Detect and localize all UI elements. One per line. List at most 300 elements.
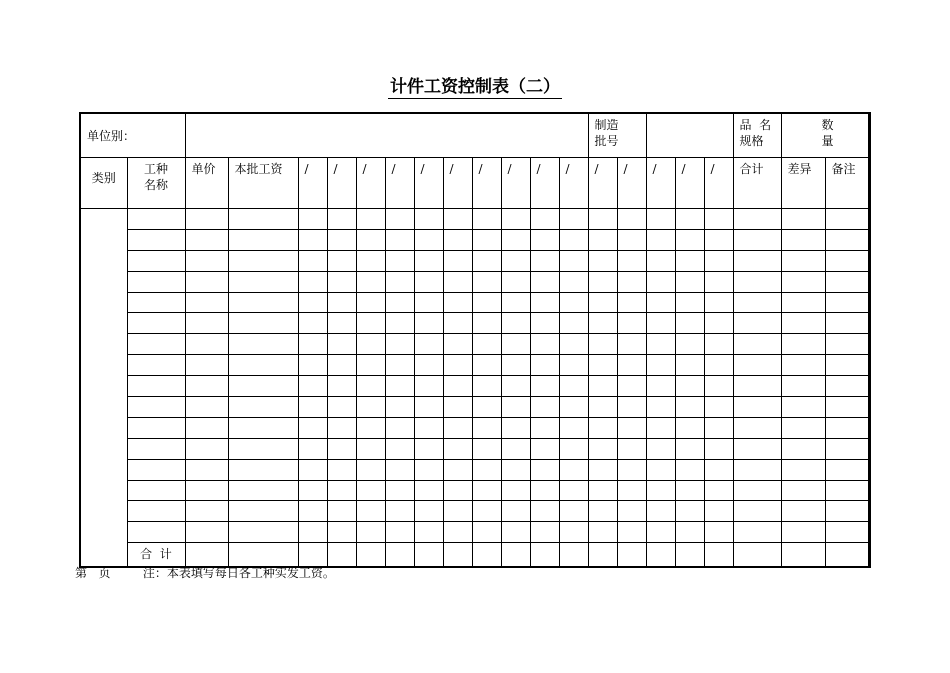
table-cell[interactable] (646, 313, 675, 334)
table-cell[interactable] (443, 376, 472, 397)
table-cell[interactable] (414, 501, 443, 522)
table-cell[interactable] (385, 229, 414, 250)
table-cell[interactable] (559, 271, 588, 292)
table-cell[interactable] (617, 376, 646, 397)
table-cell[interactable] (185, 417, 228, 438)
table-cell[interactable] (443, 334, 472, 355)
table-cell[interactable] (414, 355, 443, 376)
table-cell[interactable] (385, 397, 414, 418)
table-cell[interactable] (530, 459, 559, 480)
table-cell[interactable] (617, 397, 646, 418)
table-cell[interactable] (781, 522, 825, 543)
table-cell[interactable] (228, 334, 298, 355)
table-cell[interactable] (185, 334, 228, 355)
table-cell[interactable] (327, 292, 356, 313)
table-cell[interactable] (646, 271, 675, 292)
table-cell[interactable] (443, 355, 472, 376)
table-cell[interactable] (385, 313, 414, 334)
table-cell[interactable] (646, 209, 675, 230)
table-cell[interactable] (501, 229, 530, 250)
table-cell[interactable] (185, 292, 228, 313)
table-cell[interactable] (501, 313, 530, 334)
table-cell[interactable] (617, 355, 646, 376)
table-cell[interactable] (733, 355, 781, 376)
table-cell[interactable] (704, 250, 733, 271)
table-cell[interactable] (588, 397, 617, 418)
table-cell[interactable] (356, 313, 385, 334)
table-cell[interactable] (675, 522, 704, 543)
table-cell[interactable] (228, 271, 298, 292)
table-cell[interactable] (530, 334, 559, 355)
table-cell[interactable] (501, 480, 530, 501)
table-cell[interactable] (501, 355, 530, 376)
table-cell[interactable] (704, 376, 733, 397)
table-cell[interactable] (414, 271, 443, 292)
table-cell[interactable] (617, 334, 646, 355)
table-cell[interactable] (559, 417, 588, 438)
table-cell[interactable] (127, 480, 185, 501)
table-cell[interactable] (530, 313, 559, 334)
table-cell[interactable] (501, 438, 530, 459)
table-cell[interactable] (443, 543, 472, 567)
table-cell[interactable] (228, 229, 298, 250)
table-cell[interactable] (733, 417, 781, 438)
table-cell[interactable] (414, 292, 443, 313)
table-cell[interactable] (530, 522, 559, 543)
table-cell[interactable] (472, 334, 501, 355)
table-cell[interactable] (781, 480, 825, 501)
table-cell[interactable] (298, 417, 327, 438)
table-cell[interactable] (356, 480, 385, 501)
table-cell[interactable] (825, 417, 868, 438)
table-cell[interactable] (617, 522, 646, 543)
table-cell[interactable] (127, 334, 185, 355)
table-cell[interactable] (704, 355, 733, 376)
table-cell[interactable] (588, 438, 617, 459)
table-cell[interactable] (530, 417, 559, 438)
table-cell[interactable] (414, 376, 443, 397)
table-cell[interactable] (185, 438, 228, 459)
table-cell[interactable] (298, 209, 327, 230)
table-cell[interactable] (501, 271, 530, 292)
table-cell[interactable] (617, 459, 646, 480)
table-cell[interactable] (675, 543, 704, 567)
table-cell[interactable] (675, 501, 704, 522)
table-cell[interactable] (588, 459, 617, 480)
table-cell[interactable] (185, 376, 228, 397)
table-cell[interactable] (617, 313, 646, 334)
table-cell[interactable] (733, 522, 781, 543)
table-cell[interactable] (127, 397, 185, 418)
table-cell[interactable] (356, 438, 385, 459)
table-cell[interactable] (646, 292, 675, 313)
table-cell[interactable] (127, 501, 185, 522)
table-cell[interactable] (356, 334, 385, 355)
table-cell[interactable] (825, 459, 868, 480)
table-cell[interactable] (356, 417, 385, 438)
table-cell[interactable] (443, 250, 472, 271)
table-cell[interactable] (298, 438, 327, 459)
table-cell[interactable] (228, 480, 298, 501)
table-cell[interactable] (530, 397, 559, 418)
table-cell[interactable] (588, 292, 617, 313)
table-cell[interactable] (733, 250, 781, 271)
table-cell[interactable] (414, 250, 443, 271)
table-cell[interactable] (327, 438, 356, 459)
table-cell[interactable] (781, 334, 825, 355)
table-cell[interactable] (781, 459, 825, 480)
table-cell[interactable] (385, 334, 414, 355)
table-cell[interactable] (704, 480, 733, 501)
table-cell[interactable] (443, 480, 472, 501)
table-cell[interactable] (825, 355, 868, 376)
table-cell[interactable] (675, 271, 704, 292)
table-cell[interactable] (825, 438, 868, 459)
table-cell[interactable] (327, 209, 356, 230)
table-cell[interactable] (781, 250, 825, 271)
table-cell[interactable] (501, 522, 530, 543)
table-cell[interactable] (501, 459, 530, 480)
table-cell[interactable] (298, 459, 327, 480)
table-cell[interactable] (443, 313, 472, 334)
table-cell[interactable] (559, 250, 588, 271)
table-cell[interactable] (733, 229, 781, 250)
table-cell[interactable] (414, 543, 443, 567)
table-cell[interactable] (127, 376, 185, 397)
table-cell[interactable] (501, 501, 530, 522)
table-cell[interactable] (356, 271, 385, 292)
table-cell[interactable] (617, 417, 646, 438)
table-cell[interactable] (327, 417, 356, 438)
table-cell[interactable] (472, 501, 501, 522)
table-cell[interactable] (559, 334, 588, 355)
table-cell[interactable] (530, 355, 559, 376)
table-cell[interactable] (414, 209, 443, 230)
table-cell[interactable] (675, 397, 704, 418)
table-cell[interactable] (530, 292, 559, 313)
table-cell[interactable] (472, 480, 501, 501)
table-cell[interactable] (559, 376, 588, 397)
table-cell[interactable] (385, 376, 414, 397)
table-cell[interactable] (530, 480, 559, 501)
table-cell[interactable] (228, 209, 298, 230)
table-cell[interactable] (356, 501, 385, 522)
table-cell[interactable] (825, 209, 868, 230)
table-cell[interactable] (530, 250, 559, 271)
table-cell[interactable] (127, 355, 185, 376)
table-cell[interactable] (530, 376, 559, 397)
category-cell[interactable] (80, 209, 127, 568)
table-cell[interactable] (559, 480, 588, 501)
table-cell[interactable] (781, 438, 825, 459)
table-cell[interactable] (185, 250, 228, 271)
table-cell[interactable] (327, 480, 356, 501)
table-cell[interactable] (675, 292, 704, 313)
unit-value-cell[interactable] (185, 113, 588, 158)
table-cell[interactable] (472, 543, 501, 567)
table-cell[interactable] (501, 334, 530, 355)
table-cell[interactable] (385, 209, 414, 230)
table-cell[interactable] (704, 543, 733, 567)
table-cell[interactable] (127, 459, 185, 480)
table-cell[interactable] (675, 313, 704, 334)
table-cell[interactable] (356, 397, 385, 418)
table-cell[interactable] (530, 209, 559, 230)
table-cell[interactable] (327, 250, 356, 271)
table-cell[interactable] (825, 397, 868, 418)
table-cell[interactable] (559, 355, 588, 376)
table-cell[interactable] (443, 417, 472, 438)
table-cell[interactable] (228, 417, 298, 438)
table-cell[interactable] (185, 229, 228, 250)
table-cell[interactable] (588, 522, 617, 543)
table-cell[interactable] (327, 501, 356, 522)
table-cell[interactable] (530, 229, 559, 250)
table-cell[interactable] (646, 334, 675, 355)
table-cell[interactable] (588, 229, 617, 250)
table-cell[interactable] (675, 480, 704, 501)
table-cell[interactable] (617, 501, 646, 522)
table-cell[interactable] (733, 271, 781, 292)
table-cell[interactable] (298, 522, 327, 543)
table-cell[interactable] (414, 313, 443, 334)
table-cell[interactable] (704, 334, 733, 355)
table-cell[interactable] (228, 376, 298, 397)
table-cell[interactable] (385, 459, 414, 480)
table-cell[interactable] (617, 292, 646, 313)
table-cell[interactable] (733, 543, 781, 567)
quantity-value-cell[interactable] (868, 113, 870, 158)
table-cell[interactable] (781, 292, 825, 313)
table-cell[interactable] (356, 229, 385, 250)
table-cell[interactable] (825, 480, 868, 501)
table-cell[interactable] (646, 376, 675, 397)
table-cell[interactable] (356, 355, 385, 376)
table-cell[interactable] (704, 313, 733, 334)
table-cell[interactable] (733, 313, 781, 334)
table-cell[interactable] (617, 271, 646, 292)
table-cell[interactable] (501, 376, 530, 397)
table-cell[interactable] (472, 397, 501, 418)
table-cell[interactable] (781, 543, 825, 567)
table-cell[interactable] (617, 438, 646, 459)
table-cell[interactable] (646, 501, 675, 522)
table-cell[interactable] (781, 209, 825, 230)
table-cell[interactable] (733, 480, 781, 501)
table-cell[interactable] (185, 480, 228, 501)
table-cell[interactable] (588, 543, 617, 567)
table-cell[interactable] (825, 522, 868, 543)
table-cell[interactable] (704, 292, 733, 313)
table-cell[interactable] (298, 501, 327, 522)
table-cell[interactable] (356, 209, 385, 230)
table-cell[interactable] (588, 334, 617, 355)
table-cell[interactable] (559, 543, 588, 567)
table-cell[interactable] (617, 209, 646, 230)
table-cell[interactable] (327, 334, 356, 355)
table-cell[interactable] (825, 543, 868, 567)
table-cell[interactable] (127, 417, 185, 438)
table-cell[interactable] (501, 543, 530, 567)
table-cell[interactable] (704, 209, 733, 230)
table-cell[interactable] (733, 292, 781, 313)
table-cell[interactable] (825, 501, 868, 522)
table-cell[interactable] (733, 438, 781, 459)
table-cell[interactable] (327, 376, 356, 397)
table-cell[interactable] (443, 459, 472, 480)
table-cell[interactable] (443, 438, 472, 459)
table-cell[interactable] (530, 271, 559, 292)
table-cell[interactable] (559, 397, 588, 418)
table-cell[interactable] (327, 355, 356, 376)
table-cell[interactable] (781, 313, 825, 334)
table-cell[interactable] (443, 209, 472, 230)
table-cell[interactable] (414, 522, 443, 543)
table-cell[interactable] (559, 459, 588, 480)
table-cell[interactable] (559, 501, 588, 522)
table-cell[interactable] (646, 229, 675, 250)
table-cell[interactable] (646, 438, 675, 459)
table-cell[interactable] (385, 271, 414, 292)
table-cell[interactable] (617, 480, 646, 501)
table-cell[interactable] (472, 209, 501, 230)
table-cell[interactable] (327, 522, 356, 543)
table-cell[interactable] (588, 313, 617, 334)
table-cell[interactable] (356, 459, 385, 480)
table-cell[interactable] (825, 292, 868, 313)
table-cell[interactable] (298, 229, 327, 250)
table-cell[interactable] (127, 522, 185, 543)
table-cell[interactable] (646, 480, 675, 501)
table-cell[interactable] (675, 250, 704, 271)
table-cell[interactable] (588, 480, 617, 501)
table-cell[interactable] (733, 334, 781, 355)
table-cell[interactable] (675, 417, 704, 438)
table-cell[interactable] (675, 376, 704, 397)
table-cell[interactable] (646, 355, 675, 376)
table-cell[interactable] (327, 313, 356, 334)
table-cell[interactable] (185, 501, 228, 522)
table-cell[interactable] (472, 313, 501, 334)
table-cell[interactable] (781, 271, 825, 292)
table-cell[interactable] (298, 334, 327, 355)
table-cell[interactable] (588, 417, 617, 438)
table-cell[interactable] (385, 250, 414, 271)
table-cell[interactable] (675, 459, 704, 480)
table-cell[interactable] (704, 522, 733, 543)
table-cell[interactable] (472, 271, 501, 292)
table-cell[interactable] (443, 271, 472, 292)
table-cell[interactable] (559, 438, 588, 459)
table-cell[interactable] (675, 334, 704, 355)
table-cell[interactable] (228, 313, 298, 334)
table-cell[interactable] (781, 501, 825, 522)
table-cell[interactable] (530, 438, 559, 459)
table-cell[interactable] (588, 355, 617, 376)
table-cell[interactable] (733, 397, 781, 418)
table-cell[interactable] (825, 271, 868, 292)
table-cell[interactable] (733, 501, 781, 522)
table-cell[interactable] (228, 250, 298, 271)
table-cell[interactable] (414, 417, 443, 438)
table-cell[interactable] (588, 209, 617, 230)
table-cell[interactable] (327, 229, 356, 250)
table-cell[interactable] (530, 501, 559, 522)
table-cell[interactable] (385, 480, 414, 501)
table-cell[interactable] (127, 229, 185, 250)
table-cell[interactable] (646, 459, 675, 480)
table-cell[interactable] (228, 501, 298, 522)
table-cell[interactable] (704, 417, 733, 438)
table-cell[interactable] (781, 355, 825, 376)
table-cell[interactable] (414, 438, 443, 459)
table-cell[interactable] (443, 397, 472, 418)
table-cell[interactable] (185, 209, 228, 230)
table-cell[interactable] (559, 313, 588, 334)
table-cell[interactable] (228, 397, 298, 418)
table-cell[interactable] (530, 543, 559, 567)
table-cell[interactable] (646, 250, 675, 271)
table-cell[interactable] (559, 522, 588, 543)
table-cell[interactable] (385, 543, 414, 567)
table-cell[interactable] (298, 376, 327, 397)
table-cell[interactable] (327, 459, 356, 480)
table-cell[interactable] (385, 417, 414, 438)
table-cell[interactable] (185, 313, 228, 334)
table-cell[interactable] (646, 397, 675, 418)
table-cell[interactable] (414, 397, 443, 418)
table-cell[interactable] (617, 250, 646, 271)
table-cell[interactable] (825, 250, 868, 271)
table-cell[interactable] (298, 480, 327, 501)
table-cell[interactable] (501, 417, 530, 438)
table-cell[interactable] (472, 438, 501, 459)
table-cell[interactable] (472, 376, 501, 397)
table-cell[interactable] (443, 522, 472, 543)
table-cell[interactable] (646, 543, 675, 567)
table-cell[interactable] (127, 250, 185, 271)
table-cell[interactable] (298, 313, 327, 334)
table-cell[interactable] (588, 271, 617, 292)
table-cell[interactable] (385, 292, 414, 313)
table-cell[interactable] (617, 543, 646, 567)
table-cell[interactable] (385, 355, 414, 376)
table-cell[interactable] (327, 271, 356, 292)
table-cell[interactable] (781, 397, 825, 418)
table-cell[interactable] (675, 229, 704, 250)
table-cell[interactable] (472, 292, 501, 313)
table-cell[interactable] (501, 397, 530, 418)
table-cell[interactable] (185, 459, 228, 480)
table-cell[interactable] (472, 229, 501, 250)
table-cell[interactable] (228, 438, 298, 459)
table-cell[interactable] (228, 355, 298, 376)
table-cell[interactable] (675, 209, 704, 230)
table-cell[interactable] (704, 229, 733, 250)
table-cell[interactable] (185, 271, 228, 292)
table-cell[interactable] (385, 501, 414, 522)
table-cell[interactable] (704, 271, 733, 292)
table-cell[interactable] (472, 355, 501, 376)
table-cell[interactable] (356, 522, 385, 543)
table-cell[interactable] (443, 229, 472, 250)
table-cell[interactable] (414, 459, 443, 480)
table-cell[interactable] (704, 501, 733, 522)
table-cell[interactable] (501, 250, 530, 271)
table-cell[interactable] (356, 543, 385, 567)
table-cell[interactable] (185, 355, 228, 376)
table-cell[interactable] (733, 376, 781, 397)
